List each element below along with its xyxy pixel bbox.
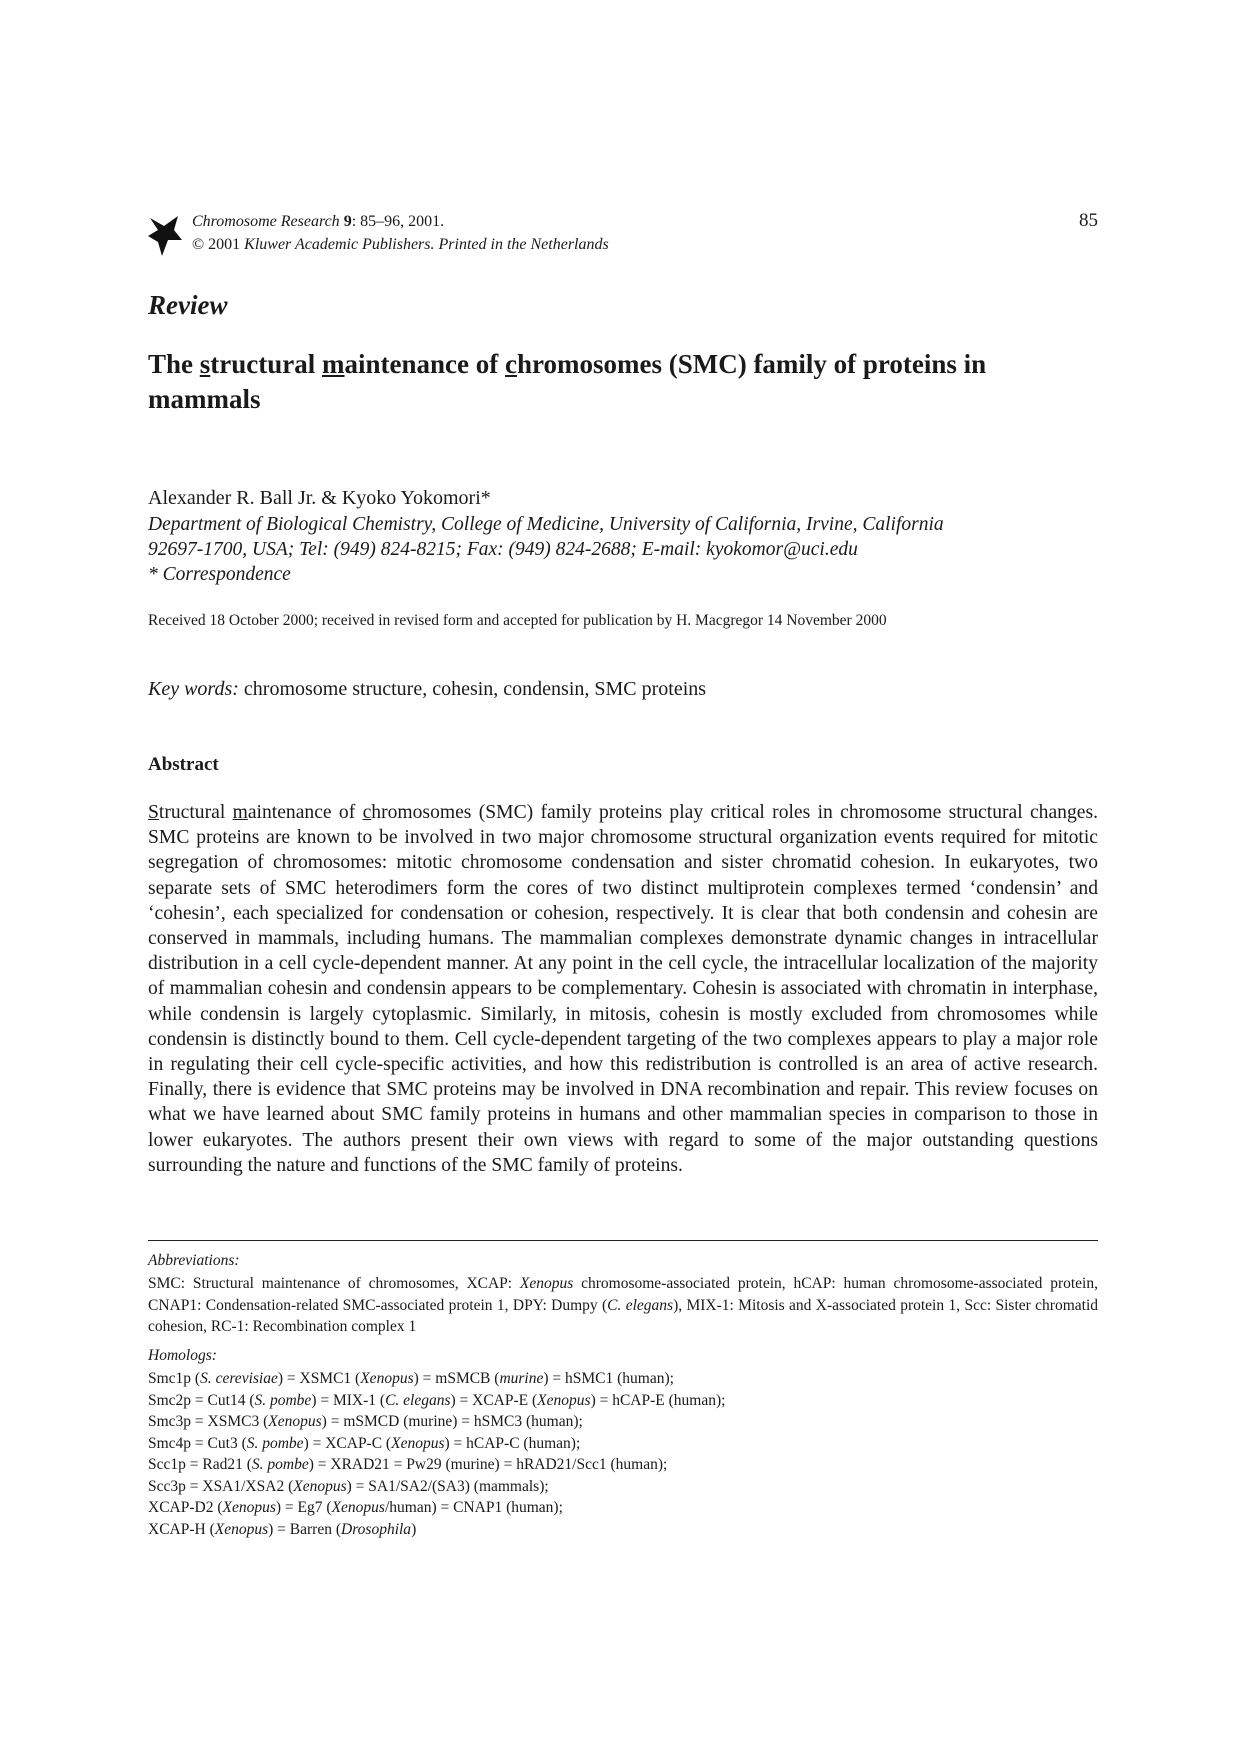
abstract-text: tructural (158, 802, 233, 823)
footnote-divider (148, 1240, 1098, 1241)
journal-name: Chromosome Research (192, 213, 340, 230)
homolog-line: Scc3p = XSA1/XSA2 (Xenopus) = SA1/SA2/(SA3) (mammals); (148, 1477, 549, 1495)
title-underlined-letter: c (504, 349, 517, 379)
affiliation-contact: 92697-1700, USA; Tel: (949) 824-8215; Fax: (949) 824-2688; E-mail: kyokomor@uci.edu (148, 539, 858, 560)
abbreviations-body (148, 1273, 1098, 1338)
homolog-line: Smc4p = Cut3 (S. pombe) = XCAP-C (Xenopus) = hCAP-C (human); (148, 1434, 581, 1452)
abbreviations-italic: C. elegans (607, 1296, 674, 1314)
page-number: 85 (1079, 210, 1098, 231)
abstract-underlined-letter: S (148, 802, 159, 823)
abbreviations-heading: Abbreviations: (148, 1252, 240, 1269)
title-underlined-letter: s (199, 349, 211, 379)
publisher-logo-icon (148, 214, 184, 258)
abstract-underlined-letter: c (362, 802, 372, 823)
abbreviations-text: ), MIX-1: Mitosis and X-associated protein 1, Scc: Sister chromatid cohesion, RC-1: Recombination complex 1 (148, 1296, 1098, 1335)
section-label: Review (148, 290, 228, 320)
keywords-text: chromosome structure, cohesin, condensin, SMC proteins (238, 678, 707, 700)
title-part: The (148, 349, 200, 379)
abstract-text: aintenance of (247, 802, 363, 823)
abstract-text: hromosomes (SMC) family proteins play critical roles in chromosome structural changes. SMC proteins are known to be involved in two major chromosome structural organization events required for mitotic segregation of chromosomes: mitotic chromosome condensation and sister chromatid cohesion. In eukaryotes, two separate sets of SMC heterodimers form the cores of two distinct multiprotein complexes termed ‘condensin’ and ‘cohesin’, each specialized for condensation or cohesion, respectively. It is clear that both condensin and cohesin are conserved in mammals, including humans. The mammalian complexes demonstrate dynamic changes in intracellular distribution in a cell cycle-dependent manner. At any point in the cell cycle, the intracellular localization of the majority of mammalian cohesin and condensin appears to be complementary. Cohesin is associated with chromatin in interphase, while condensin is largely cytoplasmic. Similarly, in mitosis, cohesin is mostly excluded from chromosomes while condensin is distinctly bound to them. Cell cycle-dependent targeting of the two complexes appears to play a major role in regulating their cell cycle-specific activities, and how this redistribution is controlled is an area of active research. Finally, there is evidence that SMC proteins may be involved in DNA recombination and repair. This review focuses on what we have learned about SMC family proteins in humans and other mammalian species in comparison to those in lower eukaryotes. The authors present their own views with regard to some of the major outstanding questions surrounding the nature and functions of the SMC family of proteins. (148, 802, 1098, 1176)
journal-citation (192, 210, 609, 256)
homolog-line: Smc3p = XSMC3 (Xenopus) = mSMCD (murine) = hSMC3 (human); (148, 1413, 583, 1430)
homolog-line: XCAP-D2 (Xenopus) = Eg7 (Xenopus/human) = CNAP1 (human); (148, 1499, 563, 1516)
publisher-line: Kluwer Academic Publishers. Printed in the Netherlands (244, 236, 609, 253)
homolog-line: Smc2p = Cut14 (S. pombe) = MIX-1 (C. elegans) = XCAP-E (Xenopus) = hCAP-E (human); (148, 1391, 726, 1409)
journal-header (148, 210, 1098, 262)
abbreviations-italic: Xenopus (519, 1275, 574, 1292)
author-list: Alexander R. Ball Jr. & Kyoko Yokomori* (148, 487, 491, 509)
homolog-line: Scc1p = Rad21 (S. pombe) = XRAD21 = Pw29 (murine) = hRAD21/Scc1 (human); (148, 1456, 668, 1473)
journal-pages-year: : 85–96, 2001. (351, 213, 445, 230)
copyright-year: 2001 (208, 236, 241, 253)
paper-title (148, 347, 1098, 417)
abbreviations-text: chromosome-associated protein, hCAP: human chromosome-associated protein, CNAP1: Condensation-related SMC-associated protein 1, DPY: Dumpy ( (148, 1275, 1098, 1314)
journal-volume: 9 (343, 213, 352, 230)
abstract-heading: Abstract (148, 754, 219, 775)
abbreviations-text: SMC: Structural maintenance of chromosomes, XCAP: (148, 1275, 520, 1292)
copyright-symbol: © (192, 236, 205, 253)
abstract-body (148, 800, 1098, 1178)
homologs-heading: Homologs: (148, 1347, 217, 1364)
title-underlined-letter: m (322, 349, 345, 379)
affiliation-line: Department of Biological Chemistry, College of Medicine, University of California, Irvine, California (148, 514, 944, 535)
keywords-label: Key words: (148, 678, 239, 700)
abstract-underlined-letter: m (232, 802, 248, 823)
affiliation (148, 512, 1098, 587)
title-part: tructural (210, 349, 322, 379)
keywords (148, 678, 706, 701)
received-dates: Received 18 October 2000; received in revised form and accepted for publication by H. Macgregor 14 November 2000 (148, 612, 887, 629)
homologs-list (148, 1368, 1098, 1540)
homolog-line: Smc1p (S. cerevisiae) = XSMC1 (Xenopus) = mSMCB (murine) = hSMC1 (human); (148, 1370, 674, 1387)
title-part: hromosomes (SMC) family of proteins in mammals (148, 349, 987, 414)
homolog-line: XCAP-H (Xenopus) = Barren (Drosophila) (148, 1520, 417, 1538)
title-part: aintenance of (344, 349, 505, 379)
correspondence-note: * Correspondence (148, 564, 291, 585)
